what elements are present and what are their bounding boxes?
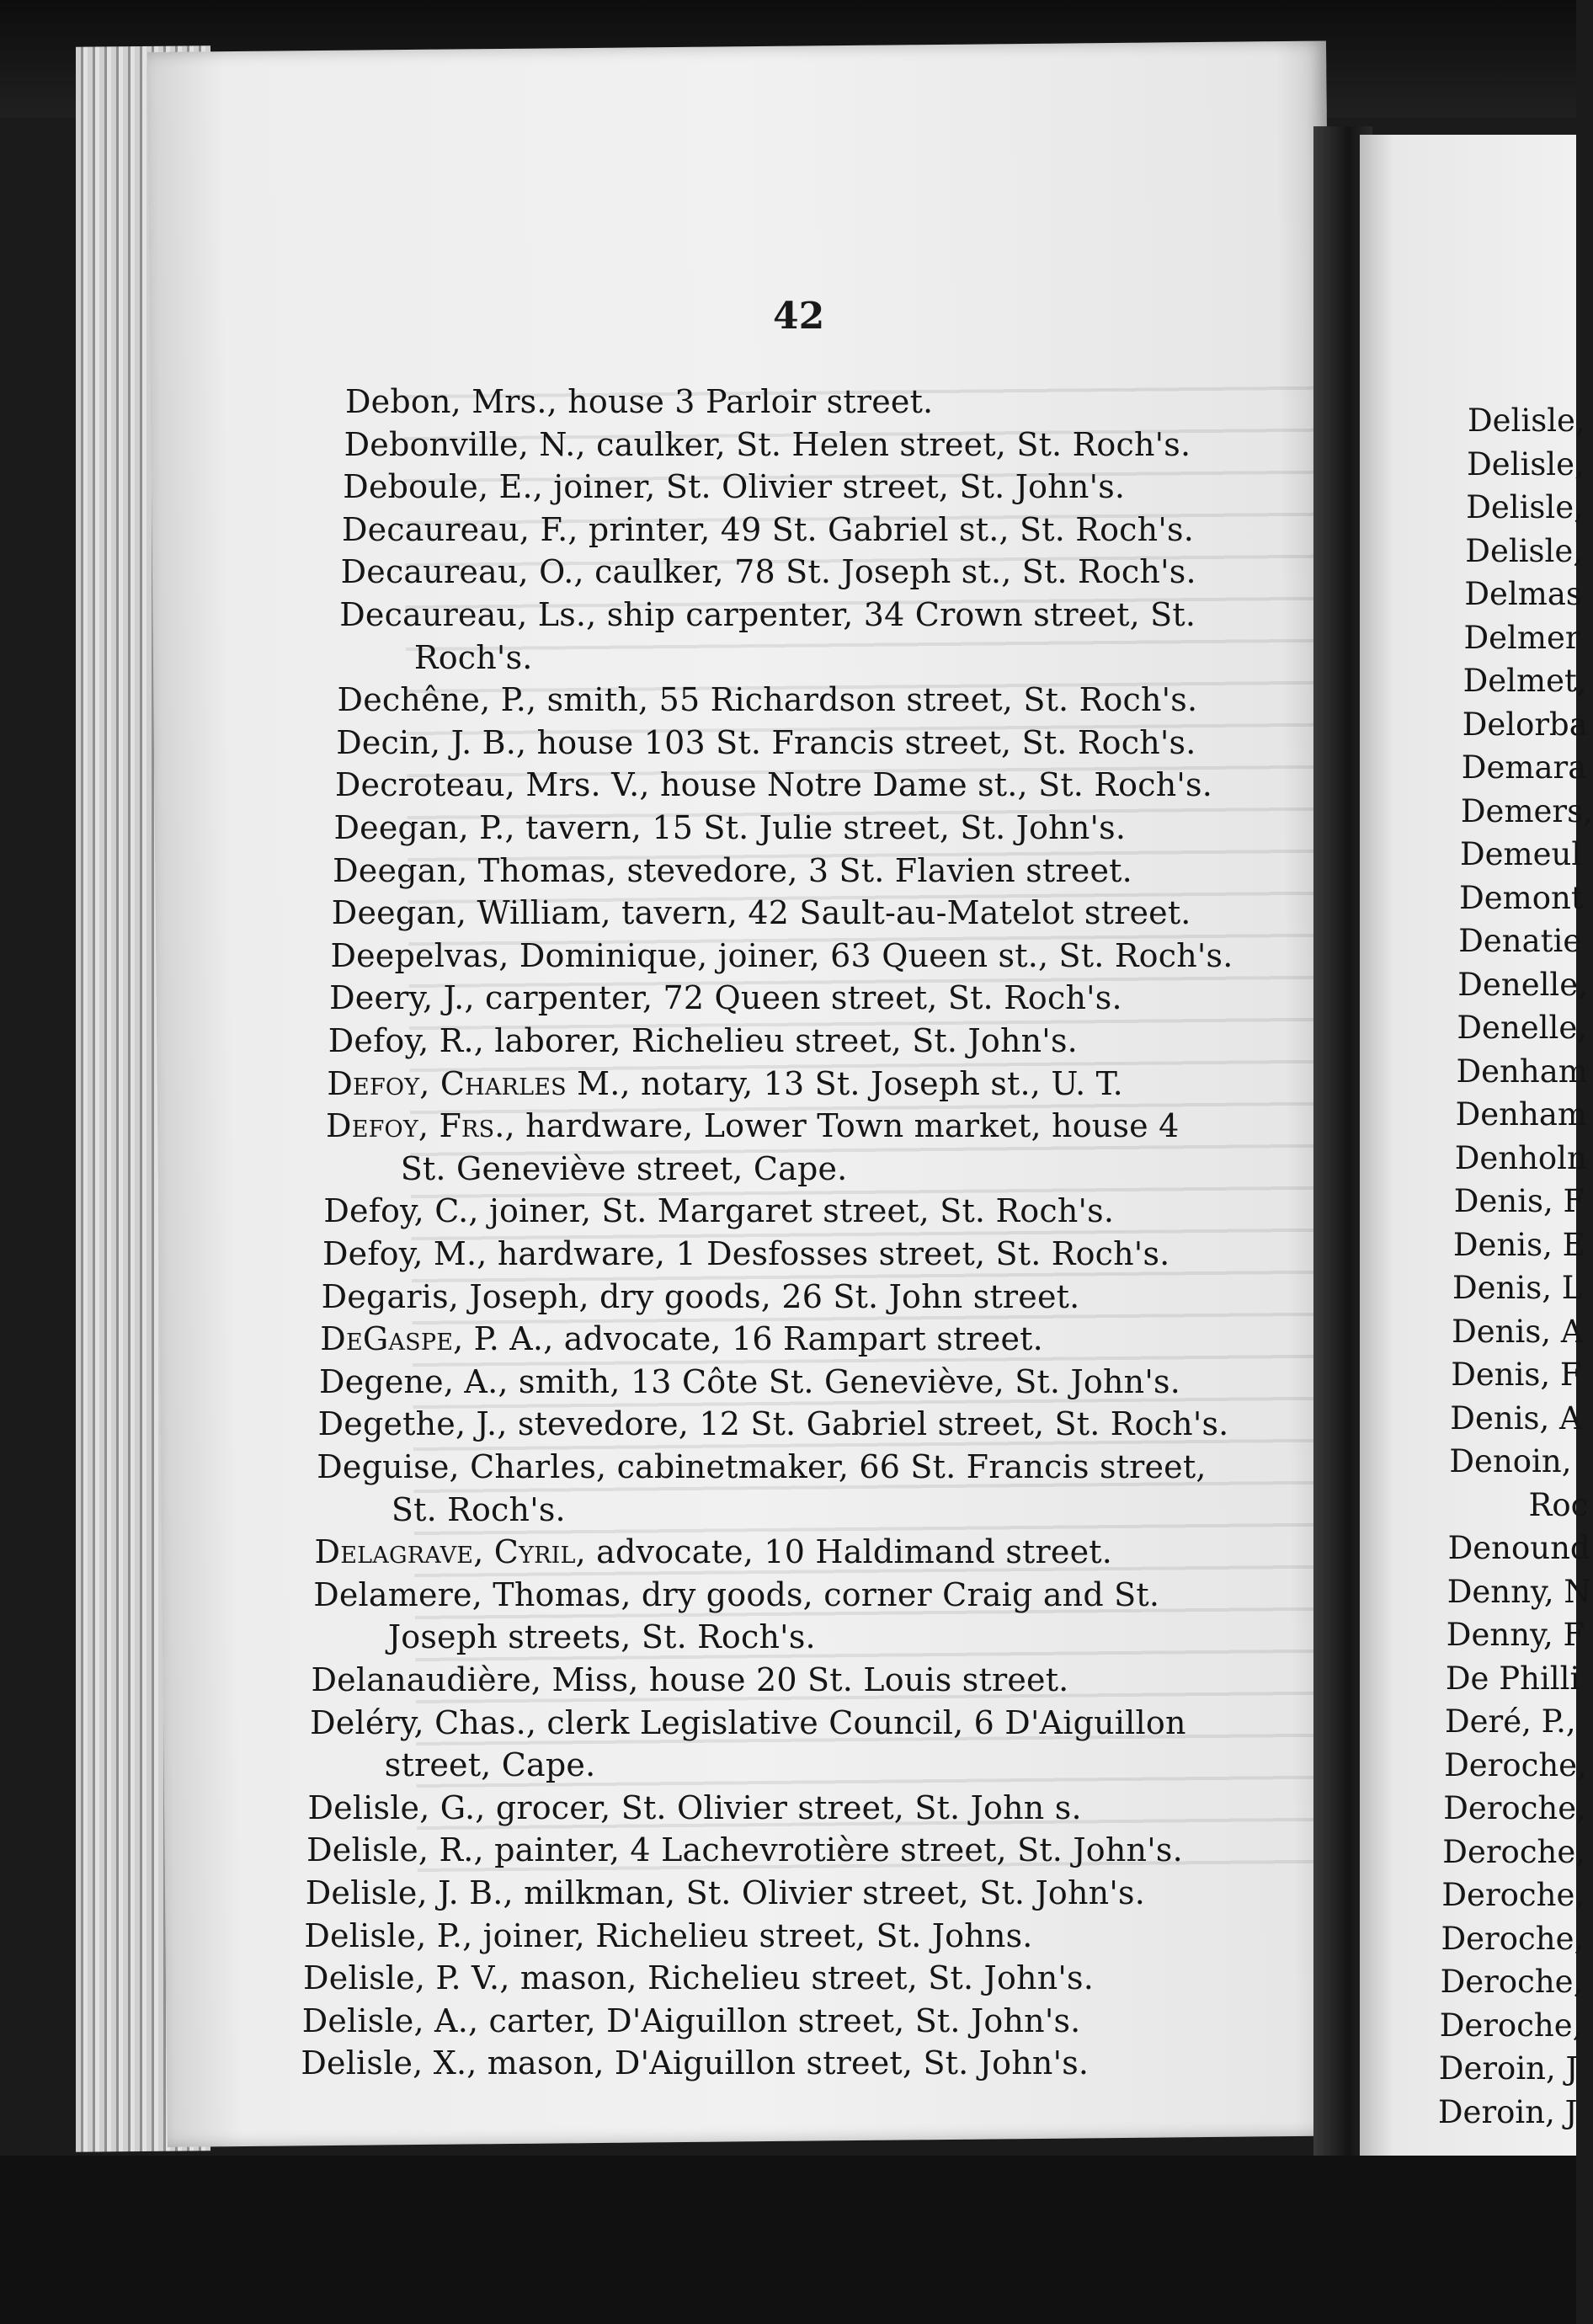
- entry-name: Deegan, William,: [331, 894, 611, 932]
- entry-details: joiner, Richelieu street, St. Johns.: [472, 1916, 1033, 1954]
- entry-details: printer, 49 St. Gabriel st., St. Roch's.: [578, 510, 1194, 548]
- entry-name: Debonville, N.,: [344, 425, 586, 463]
- right-page-entry: Denis, A: [1450, 1399, 1582, 1437]
- right-page-entry: Denham: [1455, 1096, 1587, 1133]
- directory-entry: [335, 766, 1212, 803]
- entry-details: dry goods, corner Craig and St.: [631, 1575, 1160, 1613]
- directory-entry: [302, 2002, 1081, 2039]
- directory-entry: [343, 468, 1125, 505]
- right-page-entry: Delorba: [1462, 706, 1588, 743]
- entry-name: Delisle, P. V.,: [303, 1959, 510, 1997]
- background-bottom: [0, 2156, 1576, 2324]
- right-page-entry: Deroche,: [1441, 1877, 1585, 1913]
- right-page-entry: Deroche,: [1442, 1833, 1586, 1870]
- directory-entry-continuation: [385, 1746, 596, 1783]
- entry-details: tavern, 42 Sault-au-Matelot street.: [610, 894, 1191, 932]
- right-page-entry: Deroin, J: [1438, 2050, 1579, 2087]
- entry-details: notary, 13 St. Joseph st., U. T.: [630, 1064, 1123, 1102]
- directory-entry: [328, 1022, 1078, 1059]
- entry-name: Deery, J.,: [329, 979, 475, 1017]
- right-page-entry: Demers,: [1460, 792, 1593, 829]
- right-page-entry: Deroche,: [1439, 2007, 1583, 2044]
- entry-name: Decaureau, Ls.,: [339, 596, 597, 633]
- right-page-entry: Delisle,: [1465, 532, 1584, 569]
- directory-entry: [307, 1789, 1081, 1826]
- directory-entry: [332, 894, 1191, 931]
- entry-name: Deléry, Chas.,: [310, 1703, 537, 1741]
- right-page-entry: Delmet,: [1462, 663, 1587, 699]
- entry-name: Decroteau, Mrs. V.,: [334, 766, 650, 804]
- entry-name: Deegan, P.,: [333, 809, 515, 846]
- directory-entry: [306, 1874, 1145, 1911]
- right-page-entry: Denis, L: [1452, 1270, 1583, 1306]
- entry-details: smith, 55 Richardson street, St. Roch's.: [536, 681, 1198, 719]
- entry-name: Delisle, G.,: [307, 1788, 486, 1826]
- directory-entry: [334, 809, 1127, 846]
- entry-details: street, Cape.: [384, 1746, 596, 1784]
- right-page-entry: Denham: [1456, 1053, 1588, 1090]
- entry-name: Delisle, X.,: [301, 2044, 477, 2082]
- entry-details: painter, 4 Lachevrotière street, St. John's.: [483, 1831, 1183, 1869]
- entry-name: Deguise, Charles,: [317, 1448, 607, 1485]
- page-number: 42: [773, 295, 825, 338]
- entry-name: Dechêne, P.,: [337, 681, 537, 719]
- right-page-entry: Denis, A: [1452, 1313, 1584, 1350]
- entry-details: grocer, St. Olivier street, St. John s.: [485, 1788, 1082, 1826]
- right-page-entry: Denny, F: [1446, 1617, 1585, 1653]
- directory-entry: [312, 1661, 1069, 1698]
- directory-entry: [304, 1917, 1032, 1954]
- directory-entry: [319, 1363, 1180, 1400]
- right-page-entry: Deroche,: [1443, 1790, 1586, 1826]
- entry-details: house 103 St. Francis street, St. Roch's.: [526, 723, 1196, 761]
- directory-entry: [320, 1320, 1043, 1357]
- entry-details: stevedore, 3 St. Flavien street.: [616, 851, 1132, 889]
- right-page-entry: Delisle,: [1466, 489, 1584, 525]
- directory-entry: [330, 937, 1233, 974]
- entry-details: Joseph streets, St. Roch's.: [387, 1618, 816, 1656]
- entry-details: dry goods, 26 St. John street.: [589, 1277, 1080, 1315]
- entry-name: Deboule, E.,: [343, 468, 544, 506]
- directory-entry-continuation: [414, 639, 533, 676]
- right-page-entry: Denoin,: [1449, 1443, 1572, 1479]
- entry-details: joiner, St. Olivier street, St. John's.: [543, 468, 1126, 506]
- directory-entry: [338, 681, 1198, 718]
- right-page-entry: Denound: [1447, 1530, 1590, 1566]
- entry-details: Roch's.: [413, 638, 533, 676]
- right-page-entry: De Philli: [1445, 1660, 1580, 1697]
- entry-details: St. Geneviève street, Cape.: [400, 1149, 848, 1187]
- directory-entry-continuation: [388, 1618, 816, 1655]
- directory-entry: [327, 1065, 1122, 1102]
- entry-name: Defoy, M.,: [322, 1235, 487, 1272]
- entry-name: Deegan, Thomas,: [333, 851, 617, 889]
- directory-entry: [326, 1107, 1179, 1144]
- entry-details: tavern, 15 St. Julie street, St. John's.: [514, 809, 1127, 846]
- directory-entry: [336, 724, 1196, 761]
- entry-name: Decaureau, O.,: [340, 553, 584, 591]
- directory-entry: [322, 1235, 1169, 1272]
- right-page-entry: Denis, F: [1451, 1357, 1582, 1393]
- entry-name: Delisle, R.,: [306, 1831, 484, 1869]
- entry-details: hardware, 1 Desfosses street, St. Roch's.: [487, 1235, 1170, 1272]
- entry-details: joiner, 63 Queen st., St. Roch's.: [707, 936, 1233, 974]
- entry-details: cabinetmaker, 66 St. Francis street,: [606, 1448, 1207, 1485]
- entry-details: house 3 Parloir street.: [557, 383, 934, 420]
- entry-details: caulker, St. Helen street, St. Roch's.: [585, 425, 1191, 463]
- directory-entry: [333, 852, 1132, 889]
- entry-name: Defoy, Frs.,: [326, 1107, 515, 1145]
- entry-name: Degethe, J.,: [317, 1405, 508, 1443]
- entry-name: Defoy, R.,: [328, 1022, 484, 1059]
- right-page-entry: Denis, E: [1452, 1226, 1585, 1263]
- entry-name: Delagrave, Cyril,: [314, 1533, 586, 1571]
- directory-entry: [306, 1831, 1183, 1868]
- directory-entry: [313, 1576, 1159, 1613]
- entry-details: carter, D'Aiguillon street, St. John's.: [478, 2002, 1081, 2039]
- right-page-entry: Delisle,: [1467, 445, 1585, 482]
- directory-entry: [315, 1533, 1112, 1570]
- entry-name: DeGaspe, P. A.,: [320, 1320, 554, 1358]
- entry-details: house 20 St. Louis street.: [638, 1661, 1069, 1698]
- directory-entry: [318, 1405, 1229, 1442]
- right-page: [1360, 135, 1593, 2156]
- entry-details: caulker, 78 St. Joseph st., St. Roch's.: [583, 553, 1196, 591]
- entry-name: Defoy, C.,: [323, 1192, 479, 1230]
- entry-name: Deepelvas, Dominique,: [330, 936, 708, 974]
- right-page-entry: Delmer: [1463, 619, 1580, 656]
- entry-name: Delamere, Thomas,: [313, 1575, 631, 1613]
- entry-name: Debon, Mrs.,: [345, 383, 557, 420]
- directory-entry: [310, 1704, 1185, 1741]
- directory-entry: [317, 1448, 1206, 1485]
- directory-entry: [341, 553, 1196, 590]
- directory-entry: [329, 979, 1122, 1016]
- entry-name: Delisle, J. B.,: [305, 1874, 514, 1911]
- right-page-entry: Demara: [1461, 749, 1587, 786]
- right-page-entry: Denny, N: [1446, 1573, 1591, 1610]
- entry-name: Delisle, A.,: [301, 2002, 479, 2039]
- directory-entry: [301, 2044, 1089, 2081]
- right-page-entry: Denatie: [1458, 923, 1582, 959]
- right-page-entry: Delisle,: [1468, 402, 1585, 439]
- right-page-entry: Deroche,: [1441, 1920, 1585, 1957]
- entry-details: joiner, St. Margaret street, St. Roch's.: [478, 1192, 1115, 1230]
- entry-details: mason, D'Aiguillon street, St. John's.: [477, 2044, 1090, 2082]
- right-page-entry: Deroche,: [1440, 1964, 1584, 2000]
- entry-name: Decaureau, F.,: [341, 510, 578, 548]
- entry-details: clerk Legislative Council, 6 D'Aiguillon: [536, 1703, 1186, 1741]
- entry-name: Delanaudière, Miss,: [311, 1661, 639, 1698]
- directory-entry: [303, 1959, 1094, 1996]
- directory-entry: [323, 1192, 1114, 1229]
- entry-details: house Notre Dame st., St. Roch's.: [649, 766, 1213, 804]
- directory-entry-continuation: [392, 1491, 566, 1528]
- entry-details: milkman, St. Olivier street, St. John's.: [513, 1874, 1145, 1911]
- entry-details: advocate, 10 Haldimand street.: [585, 1533, 1113, 1571]
- directory-entry-continuation: [401, 1150, 848, 1187]
- entry-details: hardware, Lower Town market, house 4: [514, 1107, 1180, 1145]
- entry-details: St. Roch's.: [391, 1490, 566, 1528]
- right-page-entry: Denis, F: [1453, 1183, 1585, 1219]
- entry-details: ship carpenter, 34 Crown street, St.: [596, 596, 1196, 633]
- entry-name: Delisle, P.,: [304, 1916, 473, 1954]
- entry-name: Defoy, Charles M.,: [327, 1064, 631, 1102]
- right-page-entry: Denholn: [1454, 1139, 1587, 1176]
- entry-details: laborer, Richelieu street, St. John's.: [484, 1022, 1078, 1059]
- directory-entry: [339, 596, 1196, 633]
- entry-details: advocate, 16 Rampart street.: [553, 1320, 1043, 1358]
- right-page-entry: Demont: [1459, 879, 1584, 916]
- entry-details: stevedore, 12 St. Gabriel street, St. Roch's.: [507, 1405, 1229, 1443]
- entry-details: carpenter, 72 Queen street, St. Roch's.: [474, 979, 1122, 1017]
- right-page-entry: Deroche,: [1444, 1746, 1587, 1783]
- directory-entry: [344, 426, 1191, 463]
- right-page-entry: Delmas: [1464, 576, 1582, 612]
- directory-entry: [322, 1278, 1080, 1315]
- entry-name: Decin, J. B.,: [336, 723, 527, 761]
- right-page-entry: Deroin, J: [1437, 2093, 1578, 2130]
- entry-name: Degene, A.,: [318, 1362, 509, 1400]
- right-page-entry: Deré, P.,: [1445, 1703, 1576, 1740]
- entry-name: Degaris, Joseph,: [321, 1277, 589, 1315]
- directory-entry: [342, 511, 1194, 548]
- right-page-entry: Denelle,: [1457, 966, 1588, 1003]
- directory-entry: [345, 383, 933, 420]
- entry-details: mason, Richelieu street, St. John's.: [509, 1959, 1095, 1997]
- right-page-entry: Demeul: [1460, 836, 1582, 872]
- right-page-entry: Denelle,: [1457, 1010, 1588, 1046]
- right-page-entry: Roc: [1528, 1486, 1589, 1523]
- entry-details: smith, 13 Côte St. Geneviève, St. John's.: [508, 1362, 1180, 1400]
